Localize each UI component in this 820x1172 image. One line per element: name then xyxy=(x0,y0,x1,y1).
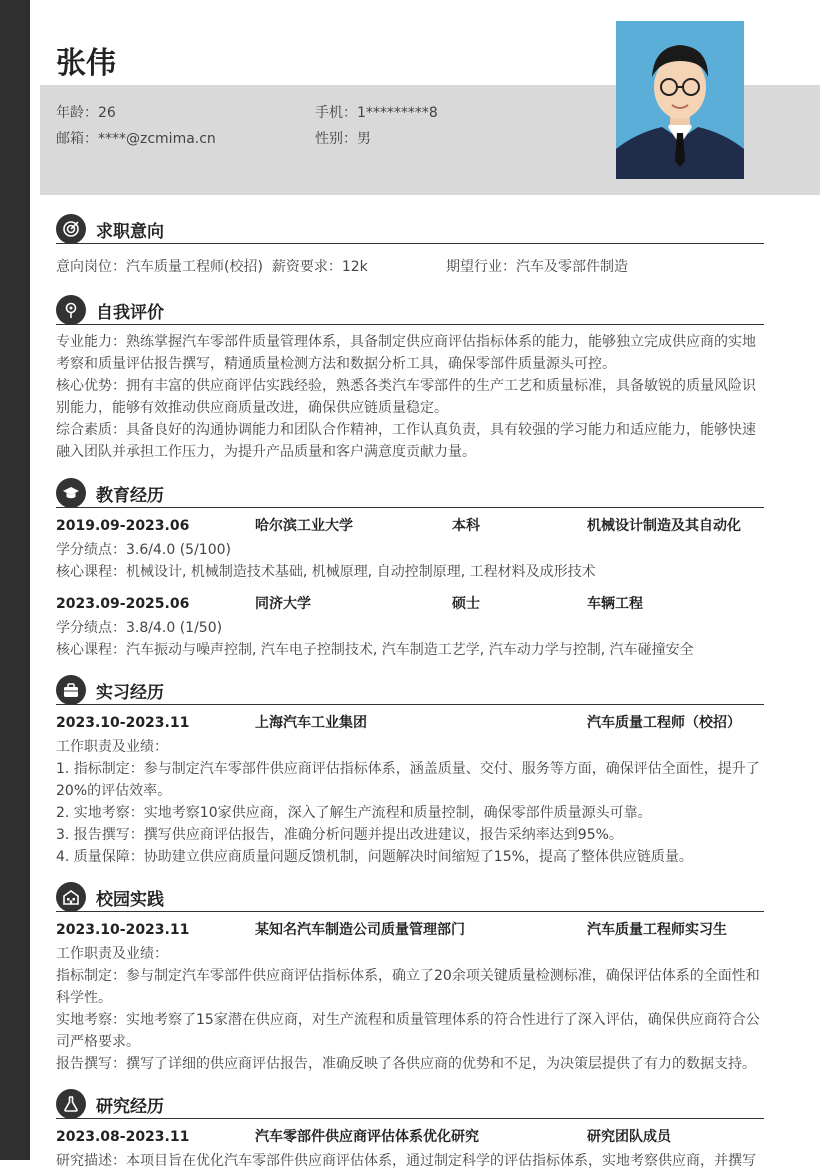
campus-line: 科学性。 xyxy=(56,990,112,1006)
education-period: 2023.09-2025.06 xyxy=(56,596,190,612)
education-gpa: 学分绩点：3.8/4.0 (1/50) xyxy=(56,620,223,636)
email-field: 邮箱：****@zcmima.cn xyxy=(56,131,216,147)
section-title: 实习经历 xyxy=(96,683,164,703)
education-courses: 核心课程：汽车振动与噪声控制, 汽车电子控制技术, 汽车制造工艺学, 汽车动力学与控制, 汽车碰撞安全 xyxy=(56,642,694,658)
internship-company: 上海汽车工业集团 xyxy=(255,715,367,731)
target-icon xyxy=(56,214,86,244)
internship-line: 20%的评估效率。 xyxy=(56,783,172,799)
section-self-evaluation xyxy=(56,295,764,463)
section-header xyxy=(56,1089,764,1119)
gender-field: 性别：男 xyxy=(315,131,371,147)
education-period: 2019.09-2023.06 xyxy=(56,518,190,534)
internship-row xyxy=(56,712,764,734)
internship-line: 工作职责及业绩： xyxy=(56,739,168,755)
internship-period: 2023.10-2023.11 xyxy=(56,715,190,731)
self-eval-line: 融入团队并承担工作压力，为提升产品质量和客户满意度贡献力量。 xyxy=(56,444,476,460)
age-field: 年龄：26 xyxy=(56,105,116,121)
research-row xyxy=(56,1126,764,1148)
profile-photo xyxy=(616,21,744,179)
research-role: 研究团队成员 xyxy=(587,1129,671,1145)
campus-role: 汽车质量工程师实习生 xyxy=(587,922,727,938)
building-icon xyxy=(56,882,86,912)
section-education xyxy=(56,478,764,661)
candidate-name: 张伟 xyxy=(56,46,116,81)
self-eval-line: 考察和质量评估报告撰写，精通质量检测方法和数据分析工具，确保零部件质量源头可控。 xyxy=(56,356,616,372)
self-eval-line: 核心优势：拥有丰富的供应商评估实践经验，熟悉各类汽车零部件的生产工艺和质量标准，具备敏锐的质量风险识 xyxy=(56,378,756,394)
research-desc: 研究描述：本项目旨在优化汽车零部件供应商评估体系，通过制定科学的评估指标体系，实地考察供应商，并撰写 xyxy=(56,1153,756,1169)
internship-line: 4. 质量保障：协助建立供应商质量问题反馈机制，问题解决时间缩短了15%，提高了整体供应链质量。 xyxy=(56,849,693,865)
education-school: 哈尔滨工业大学 xyxy=(255,518,353,534)
briefcase-icon xyxy=(56,675,86,705)
campus-org: 某知名汽车制造公司质量管理部门 xyxy=(255,922,465,938)
section-header xyxy=(56,295,764,325)
internship-line: 1. 指标制定：参与制定汽车零部件供应商评估指标体系，涵盖质量、交付、服务等方面，确保评估全面性，提升了 xyxy=(56,761,760,777)
section-internship xyxy=(56,675,764,868)
intent-position-salary: 意向岗位：汽车质量工程师(校招) 薪资要求：12k xyxy=(56,259,368,275)
research-project: 汽车零部件供应商评估体系优化研究 xyxy=(255,1129,479,1145)
left-sidebar-bar xyxy=(0,0,30,1160)
section-job-intent xyxy=(56,214,764,278)
intent-industry: 期望行业：汽车及零部件制造 xyxy=(446,259,628,275)
internship-line: 3. 报告撰写：撰写供应商评估报告，准确分析问题并提出改进建议，报告采纳率达到95%。 xyxy=(56,827,623,843)
internship-role: 汽车质量工程师（校招） xyxy=(587,715,741,731)
section-title: 研究经历 xyxy=(96,1097,164,1117)
section-header xyxy=(56,478,764,508)
flask-icon xyxy=(56,1089,86,1119)
campus-line: 指标制定：参与制定汽车零部件供应商评估指标体系，确立了20余项关键质量检测标准，确保评估体系的全面性和 xyxy=(56,968,760,984)
section-title: 校园实践 xyxy=(96,890,164,910)
section-header xyxy=(56,882,764,912)
flower-icon xyxy=(56,295,86,325)
education-gpa: 学分绩点：3.6/4.0 (5/100) xyxy=(56,542,231,558)
campus-row xyxy=(56,919,764,941)
internship-line: 2. 实地考察：实地考察10家供应商，深入了解生产流程和质量控制，确保零部件质量源头可靠。 xyxy=(56,805,652,821)
education-major: 机械设计制造及其自动化 xyxy=(587,518,741,534)
section-header xyxy=(56,675,764,705)
section-title: 自我评价 xyxy=(96,303,164,323)
education-degree: 本科 xyxy=(452,518,480,534)
self-eval-line: 别能力，能够有效推动供应商质量改进，确保供应链质量稳定。 xyxy=(56,400,448,416)
section-research xyxy=(56,1089,764,1172)
section-title: 教育经历 xyxy=(96,486,164,506)
section-header xyxy=(56,214,764,244)
education-major: 车辆工程 xyxy=(587,596,643,612)
self-eval-line: 专业能力：熟练掌握汽车零部件质量管理体系，具备制定供应商评估指标体系的能力，能够独立完成供应商的实地 xyxy=(56,334,756,350)
graduation-cap-icon xyxy=(56,478,86,508)
campus-line: 实地考察：实地考察了15家潜在供应商，对生产流程和质量管理体系的符合性进行了深入评估，确保供应商符合公 xyxy=(56,1012,760,1028)
education-courses: 核心课程：机械设计, 机械制造技术基础, 机械原理, 自动控制原理, 工程材料及成形技术 xyxy=(56,564,596,580)
campus-line: 司严格要求。 xyxy=(56,1034,140,1050)
education-row xyxy=(56,593,764,615)
section-title: 求职意向 xyxy=(96,222,164,242)
research-period: 2023.08-2023.11 xyxy=(56,1129,190,1145)
self-eval-line: 综合素质：具备良好的沟通协调能力和团队合作精神，工作认真负责，具有较强的学习能力和适应能力，能够快速 xyxy=(56,422,756,438)
phone-field: 手机：1*********8 xyxy=(315,105,438,121)
campus-period: 2023.10-2023.11 xyxy=(56,922,190,938)
campus-line: 报告撰写：撰写了详细的供应商评估报告，准确反映了各供应商的优势和不足，为决策层提供了有力的数据支持。 xyxy=(56,1056,756,1072)
section-campus-practice xyxy=(56,882,764,1075)
education-school: 同济大学 xyxy=(255,596,311,612)
campus-line: 工作职责及业绩： xyxy=(56,946,168,962)
education-row xyxy=(56,515,764,537)
education-degree: 硕士 xyxy=(452,596,480,612)
